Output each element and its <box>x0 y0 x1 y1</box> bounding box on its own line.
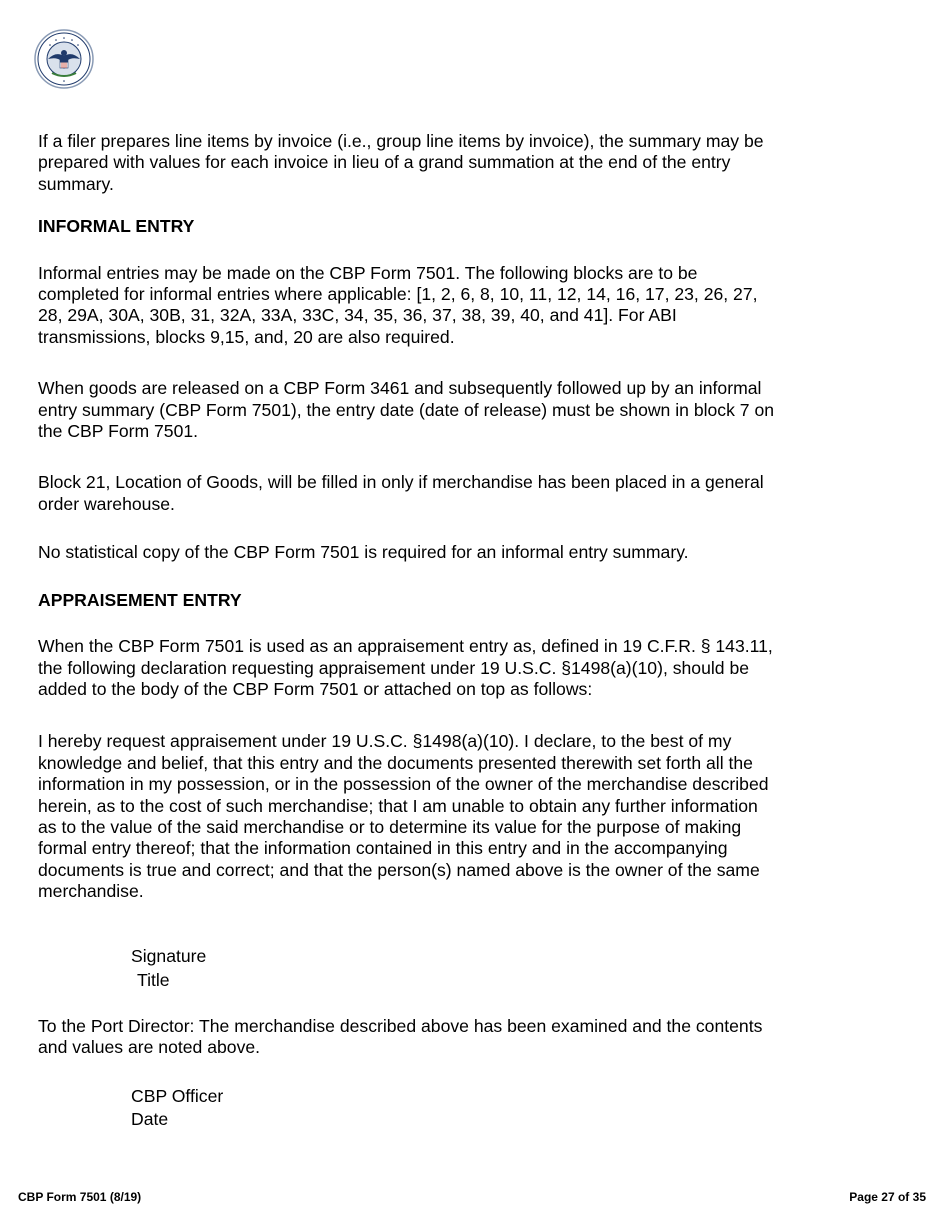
document-body <box>38 131 778 1131</box>
date-label: Date <box>131 1109 169 1130</box>
declaration-text: I hereby request appraisement under 19 U.S.C. §1498(a)(10). I declare, to the best of my knowledge and belief, that this entry and the documents presented therewith set forth all the information in my possession, or in the possession of the owner of the merchandise described herein, as to the cost of such merchandise; that I am unable to obtain any further information as to the value of the said merchandise or to determine its value for the purpose of making formal entry thereof; that the information contained in this entry and in the accompanying documents is true and correct; and that the person(s) named above is the owner of the same merchandise. <box>38 731 769 902</box>
dhs-seal-logo <box>34 29 94 89</box>
heading-appraisement-entry: APPRAISEMENT ENTRY <box>38 589 242 610</box>
paragraph-location-of-goods: Block 21, Location of Goods, will be filled in only if merchandise has been placed in a general order warehouse. <box>38 472 764 514</box>
cbp-officer-label: CBP Officer <box>131 1086 224 1107</box>
paragraph-release-date: When goods are released on a CBP Form 3461 and subsequently followed up by an informal entry summary (CBP Form 7501), the entry date (date of release) must be shown in block 7 on the CBP Form 7501. <box>38 378 775 442</box>
signature-label: Signature <box>131 945 207 966</box>
footer-page-number: Page 27 of 35 <box>849 1190 926 1204</box>
footer-form-id: CBP Form 7501 (8/19) <box>18 1190 142 1204</box>
paragraph-line-items: If a filer prepares line items by invoice (i.e., group line items by invoice), the summary may be prepared with values for each invoice in lieu of a grand summation at the end of the entry summary. <box>38 131 764 194</box>
title-label: Title <box>137 969 170 990</box>
paragraph-appraisement-intro: When the CBP Form 7501 is used as an appraisement entry as, defined in 19 C.F.R. § 143.11, the following declaration requesting appraisement under 19 U.S.C. §1498(a)(10), should be added to the body of the CBP Form 7501 or attached on top as follows: <box>38 636 773 699</box>
signature-block <box>131 944 778 992</box>
heading-informal-entry: INFORMAL ENTRY <box>38 216 195 237</box>
paragraph-statistical-copy: No statistical copy of the CBP Form 7501 is required for an informal entry summary. <box>38 542 689 563</box>
officer-block <box>131 1085 778 1131</box>
paragraph-informal-blocks: Informal entries may be made on the CBP Form 7501. The following blocks are to be completed for informal entries where applicable: [1, 2, 6, 8, 10, 11, 12, 14, 16, 17, 23, 26, 27, 28, 29A, 30A, 30B, 31, 32A, 33A, 33C, 34, 35, 36, 37, 38, 39, 40, and 41]. For ABI transmissions, blocks 9,15, and, 20 are also required. <box>38 262 758 347</box>
port-director-text: To the Port Director: The merchandise described above has been examined and the contents and values are noted above. <box>38 1015 763 1057</box>
